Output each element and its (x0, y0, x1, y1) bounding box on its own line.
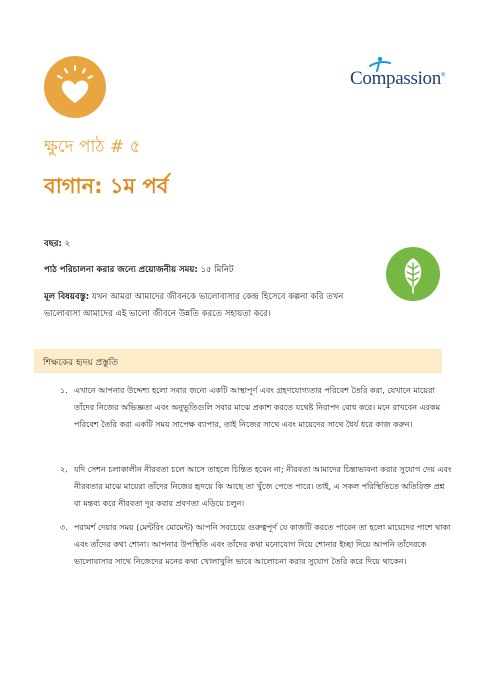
list-item (60, 461, 450, 513)
age-value: ২ (64, 239, 71, 249)
list-item-text: পরামর্শ দেয়ার সময় (মেন্টরিং মোমেন্ট) আপনি সবচেয়ে গুরুত্বপূর্ণ যে কাজটি করতে পারেন তা হলো মায়েদের পাশে থাকা এবং তাঁদের কথা শোনা। আপনার উপস্থিতি এবং তাঁদের কথা মনোযোগ দিয়ে শোনার ইচ্ছা দিয়ে আপনি তাঁদেরকে ভালোবাসার সাথে নিজেদের মনের কথা খোলাখুলি ভাবে আলোচনা করার সুযোগ তৈরি করে দিয়ে থাকেন। (74, 523, 451, 566)
age-line (44, 237, 70, 251)
list-item (60, 519, 450, 589)
list-item-number: ৩. (60, 523, 68, 532)
age-label: বছর: (44, 239, 62, 249)
page-title: বাগান: ১ম পর্ব (44, 174, 169, 198)
time-label: পাঠ পরিচালনা করার জন্যে প্রয়োজনীয় সময়: (44, 265, 198, 275)
leaf-badge-icon (386, 247, 440, 301)
section-header (34, 349, 442, 373)
list-item-text: যদি সেশন চলাকালীন নীরবতা চলে আসে তাহলে চিন্তিত হবেন না; নীরবতা আমাদের চিন্তাভাবনা করার সুযোগ দেয় এবং নীরবতার মাঝে মায়েরা তাঁদের নিজের হৃদয়ে কি আছে তা খুঁজে পেতে পারে। তাই, এ সকল পরিস্থিতিতে অতিরিক্ত প্রশ্ন বা মন্তব্য করে নীরবতা দূর করার প্রবণতা এড়িয়ে চলুন। (74, 465, 452, 508)
list-item-number: ২. (60, 465, 68, 474)
time-line (44, 263, 234, 277)
lesson-number: ক্ষুদে পাঠ # ৫ (44, 137, 141, 157)
heart-badge-icon (44, 56, 106, 118)
list-item-text: এখানে আপনার উদ্দেশ্য হলো সবার জন্যে একটি আস্থাপূর্ণ এবং গ্রহণযোগ্যতার পরিবেশ তৈরি করা, যেখানে মায়েরা তাঁদের নিজের অভিজ্ঞতা এবং অনুভূতিগুলি সবার মাঝে প্রকাশ করতে যথেষ্ট নিরাপদ বোধ করে। মনে রাখবেন এরকম পরিবেশ তৈরি করা একটি সময় সাপেক্ষ ব্যাপার, তাই নিজের সাথে এবং মায়েদের সাথে ধৈর্য ধরে কাজ করুন। (74, 386, 441, 429)
theme-label: মূল বিষয়বস্তু: (44, 292, 90, 302)
time-value: ১৫ মিনিট (200, 265, 234, 275)
logo-wordmark: Compassion® (350, 68, 446, 89)
theme-value: যখন আমরা আমাদের জীবনকে ভালোবাসার কেন্দ্র হিসেবে কল্পনা করি তখন ভালোবাসা আমাদের এই ভালো জীবনে উন্নতি করতে সহায়তা করে। (44, 292, 344, 319)
list-item-number: ১. (60, 386, 68, 395)
list-item (60, 382, 450, 452)
theme-line (44, 289, 374, 323)
section-title: শিক্ষকের হৃদয় প্রস্তুতি (43, 358, 119, 368)
compassion-logo (350, 62, 450, 92)
